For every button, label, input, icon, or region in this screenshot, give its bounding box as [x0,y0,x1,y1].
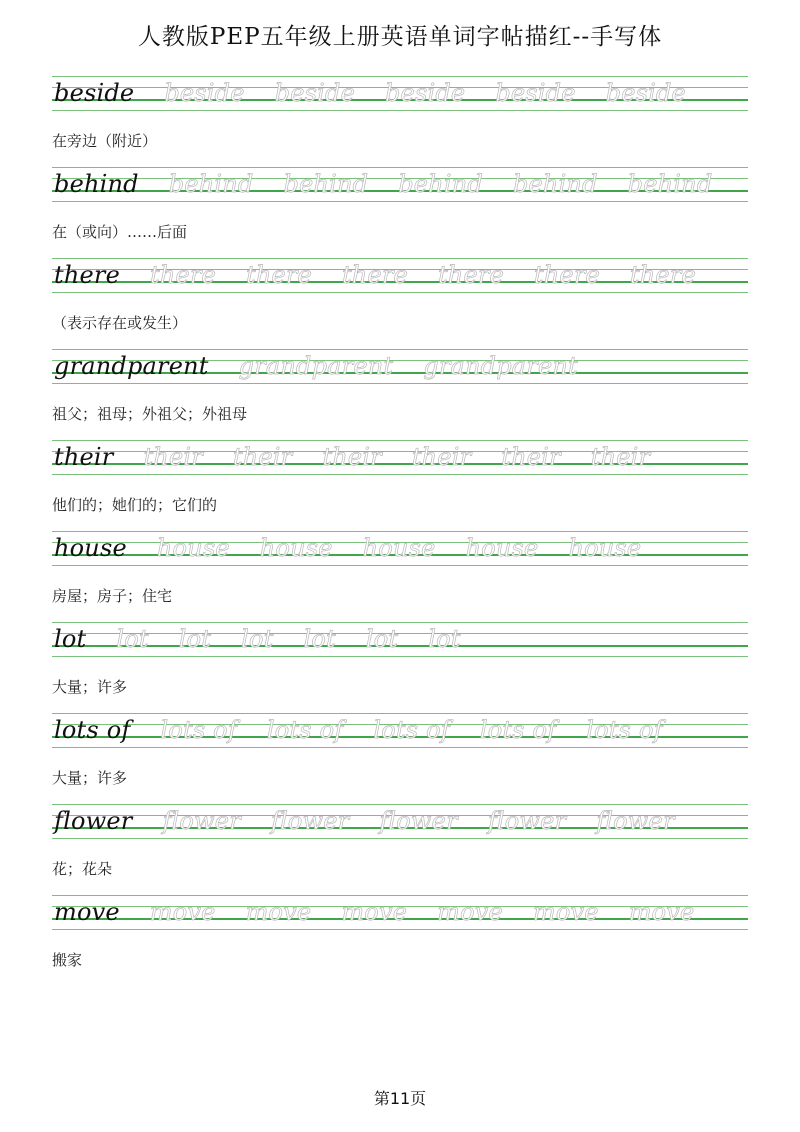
word-meaning: 祖父；祖母；外祖父；外祖母 [52,405,248,423]
word-meaning: 房屋；房子；住宅 [52,587,173,605]
word-meaning: 大量；许多 [52,678,128,696]
vocab-entry [52,72,748,162]
trace-word: behind [512,170,598,198]
vocab-word: flower [54,807,133,835]
word-row [54,529,671,563]
vocab-entry [52,709,748,799]
trace-word: their [232,443,293,471]
trace-word: lot [428,625,461,653]
word-row [54,893,724,927]
page-title: 人教版PEP五年级上册英语单词字帖描红--手写体 [137,24,663,50]
vocab-entry [52,527,748,617]
trace-word: their [590,443,651,471]
vocab-entry [52,436,748,526]
vocab-entry [52,618,748,708]
trace-word: move [149,898,216,926]
trace-word: there [437,261,504,289]
word-meaning: 搬家 [52,951,83,969]
trace-word: beside [605,79,686,107]
word-meaning: 大量；许多 [52,769,128,787]
trace-word: their [143,443,203,471]
trace-word: there [533,261,600,289]
trace-word: move [628,898,695,926]
trace-word: house [259,534,333,562]
page-number: 第11页 [373,1089,427,1108]
trace-word: behind [627,170,713,198]
trace-word: behind [398,170,483,198]
trace-word: lot [178,625,212,653]
trace-word: flower [270,807,350,835]
trace-word: lot [365,625,399,653]
trace-word: house [465,534,539,562]
vocab-word: lot [54,625,87,653]
trace-word: there [245,261,312,289]
trace-word: house [156,534,230,562]
trace-word: beside [274,79,355,107]
word-row [54,802,705,836]
trace-word: behind [283,170,369,198]
trace-word: beside [495,79,576,107]
trace-word: their [411,443,472,471]
trace-word: their [322,443,382,471]
ruled-line [52,110,748,111]
trace-word: there [149,261,216,289]
word-row [54,438,680,472]
trace-word: flower [487,807,567,835]
word-row [54,347,608,381]
vocab-word: grandparent [54,352,209,380]
word-row [54,256,726,290]
trace-word: lots of [373,716,450,744]
trace-word: there [629,261,696,289]
trace-word: lot [303,625,336,653]
ruled-line [52,474,748,475]
trace-word: lots of [266,716,344,744]
trace-word: there [341,261,408,289]
vocab-word: lots of [54,716,131,744]
trace-word: lots of [586,716,663,744]
vocab-word: behind [54,170,139,198]
trace-word: grandparent [423,352,578,380]
vocab-word: there [54,261,120,289]
ruled-line [52,747,748,748]
word-row [54,74,716,108]
vocab-word: their [54,443,114,471]
trace-word: beside [164,79,245,107]
trace-word: house [362,534,436,562]
trace-word: lot [116,625,149,653]
trace-word: lots of [160,716,237,744]
vocab-entry [52,254,748,344]
vocab-entry [52,800,748,890]
trace-word: lots of [479,716,557,744]
trace-word: flower [162,807,241,835]
trace-word: flower [596,807,675,835]
ruled-line [52,929,748,930]
ruled-line [52,565,748,566]
trace-word: behind [168,170,254,198]
trace-word: grandparent [238,352,394,380]
word-row [54,165,742,199]
word-meaning: （表示存在或发生） [52,314,188,332]
vocab-word: house [54,534,127,562]
trace-word: lot [241,625,274,653]
vocab-entry [52,891,748,981]
ruled-line [52,201,748,202]
ruled-line [52,292,748,293]
trace-word: move [437,898,503,926]
ruled-line [52,656,748,657]
trace-word: move [532,898,599,926]
trace-word: move [245,898,312,926]
vocab-entry [52,163,748,253]
ruled-line [52,838,748,839]
trace-word: their [501,443,561,471]
word-meaning: 在旁边（附近） [52,132,158,150]
vocab-entry [52,345,748,435]
word-meaning: 花；花朵 [52,860,113,878]
trace-word: house [568,534,642,562]
word-meaning: 在（或向）……后面 [52,223,188,241]
vocab-word: move [54,898,120,926]
vocab-word: beside [54,79,135,107]
word-row [54,620,491,654]
trace-word: beside [384,79,466,107]
word-row [54,711,693,745]
word-meaning: 他们的；她们的；它们的 [52,496,218,514]
ruled-line [52,383,748,384]
trace-word: flower [379,807,458,835]
trace-word: move [341,898,408,926]
